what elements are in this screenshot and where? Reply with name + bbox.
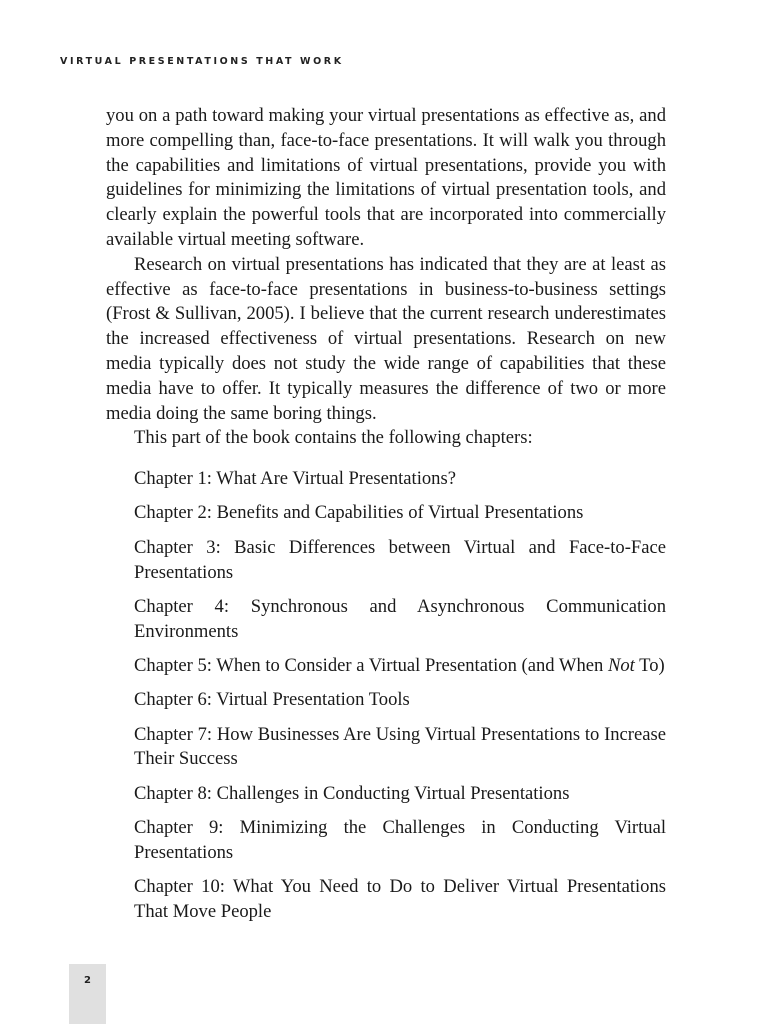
chapter-item-5-tail: To) — [634, 654, 665, 676]
chapter-item-10: Chapter 10: What You Need to Do to Deliver Virtual Presentations That Move People — [134, 876, 666, 922]
chapter-item-3: Chapter 3: Basic Differences between Virtual and Face-to-Face Presentations — [134, 536, 666, 583]
chapter-item-2: Chapter 2: Benefits and Capabilities of Virtual Presentations — [134, 502, 584, 524]
chapter-item-5-text: Chapter 5: When to Consider a Virtual Presentation (and When — [134, 654, 608, 676]
chapter-list — [134, 467, 666, 924]
page-number: 2 — [84, 975, 91, 986]
chapter-item-5 — [134, 654, 666, 679]
paragraph-1: you on a path toward making your virtual presentations as effective as, and more compelling than, face-to-face presentations. It will walk you through the capabilities and limitations of virtual presentations, provide you with guidelines for minimizing the limitations of virtual presentation tools, and clearly explain the powerful tools that are incorporated into commercially available virtual meeting software. — [106, 105, 666, 250]
chapter-item-7: Chapter 7: How Businesses Are Using Virtual Presentations to Increase Their Success — [134, 723, 666, 770]
page-number-tab — [69, 964, 106, 1024]
running-head: VIRTUAL PRESENTATIONS THAT WORK — [60, 56, 344, 67]
chapter-list-intro: This part of the book contains the following chapters: — [134, 427, 533, 449]
chapter-item-1: Chapter 1: What Are Virtual Presentations? — [134, 468, 456, 490]
chapter-item-5-emphasis: Not — [607, 654, 635, 676]
chapter-item-8: Chapter 8: Challenges in Conducting Virtual Presentations — [134, 782, 570, 804]
chapter-item-4: Chapter 4: Synchronous and Asynchronous Communication Environments — [134, 595, 666, 642]
chapter-item-6: Chapter 6: Virtual Presentation Tools — [134, 689, 410, 711]
body-text — [106, 104, 666, 934]
chapter-item-9: Chapter 9: Minimizing the Challenges in Conducting Virtual Presentations — [134, 816, 666, 863]
paragraph-2: Research on virtual presentations has indicated that they are at least as effective as face-to-face presentations in business-to-business settings (Frost & Sullivan, 2005). I believe that the current research underestimates the increased effectiveness of virtual presentations. Research on new media typically does not study the wide range of capabilities that these media have to offer. It typically measures the difference of two or more media doing the same boring things. — [106, 253, 666, 424]
